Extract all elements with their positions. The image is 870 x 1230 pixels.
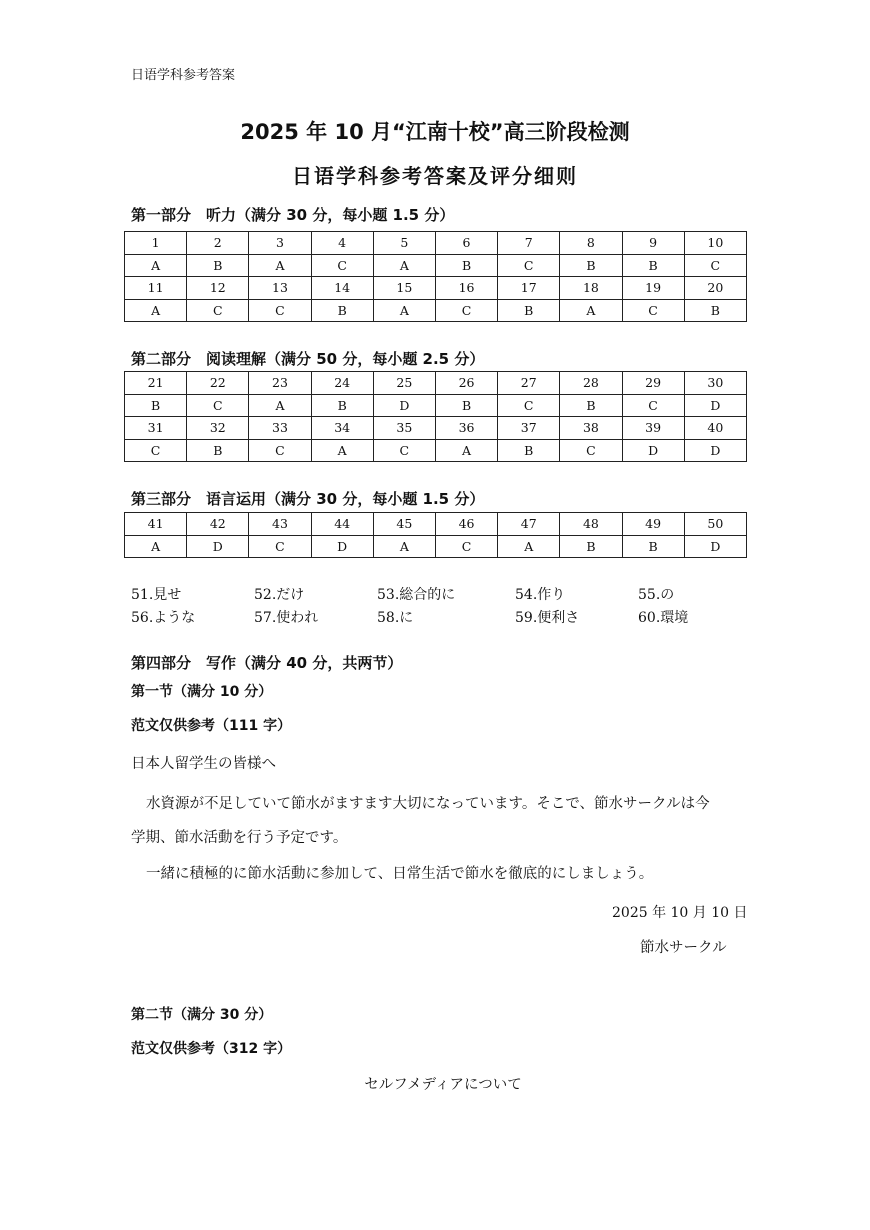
answer-cell: D <box>684 394 746 417</box>
section2-note: 范文仅供参考（312 字） <box>131 1041 292 1057</box>
question-number-cell: 4 <box>311 232 373 255</box>
question-number-row <box>125 232 747 255</box>
question-number-cell: 48 <box>560 513 622 536</box>
answer-cell: A <box>373 535 435 558</box>
part3-heading: 第三部分 语言运用（满分 30 分，每小题 1.5 分） <box>131 490 485 508</box>
header-label: 日语学科参考答案 <box>131 68 236 83</box>
section1-note: 范文仅供参考（111 字） <box>131 718 292 734</box>
question-number-row <box>125 417 747 440</box>
question-number-cell: 9 <box>622 232 684 255</box>
section2-heading: 第二节（满分 30 分） <box>131 1007 273 1023</box>
question-number-cell: 22 <box>187 372 249 395</box>
answer-cell: C <box>498 394 560 417</box>
answer-cell: B <box>622 535 684 558</box>
cloze-answer: 58.に <box>377 610 414 626</box>
cloze-answer: 55.の <box>638 587 675 603</box>
answer-cell: B <box>622 254 684 277</box>
question-number-cell: 39 <box>622 417 684 440</box>
question-number-cell: 11 <box>125 277 187 300</box>
question-number-cell: 40 <box>684 417 746 440</box>
answer-cell: B <box>311 299 373 322</box>
question-number-cell: 1 <box>125 232 187 255</box>
answer-key-row <box>125 254 747 277</box>
question-number-cell: 34 <box>311 417 373 440</box>
answer-cell: C <box>560 439 622 462</box>
question-number-cell: 15 <box>373 277 435 300</box>
cloze-row <box>131 584 751 607</box>
question-number-cell: 35 <box>373 417 435 440</box>
question-number-cell: 14 <box>311 277 373 300</box>
answer-cell: C <box>187 299 249 322</box>
answer-cell: A <box>311 439 373 462</box>
answer-cell: C <box>249 299 311 322</box>
part1-heading: 第一部分 听力（满分 30 分，每小题 1.5 分） <box>131 206 455 224</box>
essay-title: セルフメディアについて <box>364 1077 522 1093</box>
question-number-cell: 33 <box>249 417 311 440</box>
question-number-cell: 45 <box>373 513 435 536</box>
question-number-cell: 37 <box>498 417 560 440</box>
question-number-cell: 3 <box>249 232 311 255</box>
answer-cell: B <box>187 254 249 277</box>
answer-cell: C <box>249 535 311 558</box>
letter-salutation: 日本人留学生の皆様へ <box>131 756 276 772</box>
question-number-cell: 2 <box>187 232 249 255</box>
answer-cell: A <box>125 299 187 322</box>
answer-cell: C <box>249 439 311 462</box>
cloze-answer: 53.総合的に <box>377 587 456 603</box>
question-number-cell: 19 <box>622 277 684 300</box>
answer-cell: A <box>125 535 187 558</box>
question-number-cell: 7 <box>498 232 560 255</box>
cloze-answers <box>131 584 751 630</box>
question-number-cell: 47 <box>498 513 560 536</box>
answer-cell: D <box>187 535 249 558</box>
answer-cell: C <box>435 535 497 558</box>
cloze-answer: 52.だけ <box>254 587 305 603</box>
answer-cell: B <box>498 439 560 462</box>
question-number-cell: 20 <box>684 277 746 300</box>
answer-cell: C <box>373 439 435 462</box>
answer-cell: A <box>498 535 560 558</box>
question-number-cell: 31 <box>125 417 187 440</box>
question-number-cell: 25 <box>373 372 435 395</box>
answer-cell: C <box>622 394 684 417</box>
question-number-row <box>125 372 747 395</box>
cloze-answer: 59.便利さ <box>515 610 580 626</box>
question-number-cell: 44 <box>311 513 373 536</box>
answer-cell: C <box>125 439 187 462</box>
question-number-cell: 36 <box>435 417 497 440</box>
answer-cell: C <box>622 299 684 322</box>
answer-cell: B <box>684 299 746 322</box>
answer-key-row <box>125 394 747 417</box>
answer-cell: C <box>684 254 746 277</box>
part3-answer-table <box>124 512 747 558</box>
answer-cell: B <box>498 299 560 322</box>
letter-paragraph-line: 水資源が不足していて節水がますます大切になっています。そこで、節水サークルは今 <box>146 796 710 812</box>
answer-cell: A <box>560 299 622 322</box>
question-number-cell: 8 <box>560 232 622 255</box>
letter-signature: 節水サークル <box>640 940 727 956</box>
question-number-cell: 32 <box>187 417 249 440</box>
letter-paragraph-line: 一緒に積極的に節水活動に参加して、日常生活で節水を徹底的にしましょう。 <box>146 866 654 882</box>
page-subtitle: 日语学科参考答案及评分细则 <box>292 164 578 188</box>
question-number-cell: 12 <box>187 277 249 300</box>
question-number-cell: 49 <box>622 513 684 536</box>
question-number-cell: 24 <box>311 372 373 395</box>
cloze-answer: 57.使われ <box>254 610 319 626</box>
answer-cell: C <box>435 299 497 322</box>
page-title: 2025 年 10 月“江南十校”高三阶段检测 <box>240 120 630 144</box>
part2-heading: 第二部分 阅读理解（满分 50 分，每小题 2.5 分） <box>131 350 485 368</box>
question-number-cell: 27 <box>498 372 560 395</box>
question-number-cell: 26 <box>435 372 497 395</box>
answer-cell: B <box>435 394 497 417</box>
answer-key-row <box>125 535 747 558</box>
answer-cell: A <box>249 254 311 277</box>
question-number-cell: 46 <box>435 513 497 536</box>
section1-heading: 第一节（满分 10 分） <box>131 684 273 700</box>
letter-paragraph-line: 学期、節水活動を行う予定です。 <box>131 830 348 846</box>
question-number-cell: 18 <box>560 277 622 300</box>
question-number-cell: 43 <box>249 513 311 536</box>
answer-cell: B <box>311 394 373 417</box>
answer-cell: B <box>560 394 622 417</box>
cloze-row <box>131 607 751 630</box>
answer-cell: A <box>435 439 497 462</box>
answer-cell: B <box>560 254 622 277</box>
answer-cell: D <box>311 535 373 558</box>
question-number-cell: 23 <box>249 372 311 395</box>
question-number-cell: 41 <box>125 513 187 536</box>
question-number-cell: 50 <box>684 513 746 536</box>
answer-cell: D <box>373 394 435 417</box>
cloze-answer: 54.作り <box>515 587 566 603</box>
cloze-answer: 51.見せ <box>131 587 182 603</box>
question-number-cell: 28 <box>560 372 622 395</box>
answer-cell: A <box>373 254 435 277</box>
question-number-row <box>125 277 747 300</box>
question-number-cell: 13 <box>249 277 311 300</box>
question-number-cell: 30 <box>684 372 746 395</box>
question-number-cell: 38 <box>560 417 622 440</box>
answer-cell: D <box>622 439 684 462</box>
answer-cell: C <box>498 254 560 277</box>
answer-cell: B <box>187 439 249 462</box>
question-number-cell: 21 <box>125 372 187 395</box>
answer-cell: C <box>311 254 373 277</box>
question-number-cell: 42 <box>187 513 249 536</box>
question-number-cell: 16 <box>435 277 497 300</box>
question-number-row <box>125 513 747 536</box>
answer-cell: B <box>435 254 497 277</box>
answer-cell: B <box>125 394 187 417</box>
part2-answer-table <box>124 371 747 462</box>
question-number-cell: 10 <box>684 232 746 255</box>
answer-cell: A <box>249 394 311 417</box>
answer-cell: A <box>125 254 187 277</box>
part4-heading: 第四部分 写作（满分 40 分，共两节） <box>131 654 403 672</box>
answer-cell: C <box>187 394 249 417</box>
part1-answer-table <box>124 231 747 322</box>
cloze-answer: 56.ような <box>131 610 196 626</box>
answer-cell: D <box>684 535 746 558</box>
answer-key-row <box>125 439 747 462</box>
answer-cell: A <box>373 299 435 322</box>
cloze-answer: 60.環境 <box>638 610 689 626</box>
answer-key-row <box>125 299 747 322</box>
question-number-cell: 6 <box>435 232 497 255</box>
answer-cell: B <box>560 535 622 558</box>
answer-cell: D <box>684 439 746 462</box>
question-number-cell: 5 <box>373 232 435 255</box>
letter-date: 2025 年 10 月 10 日 <box>612 905 748 921</box>
question-number-cell: 29 <box>622 372 684 395</box>
question-number-cell: 17 <box>498 277 560 300</box>
